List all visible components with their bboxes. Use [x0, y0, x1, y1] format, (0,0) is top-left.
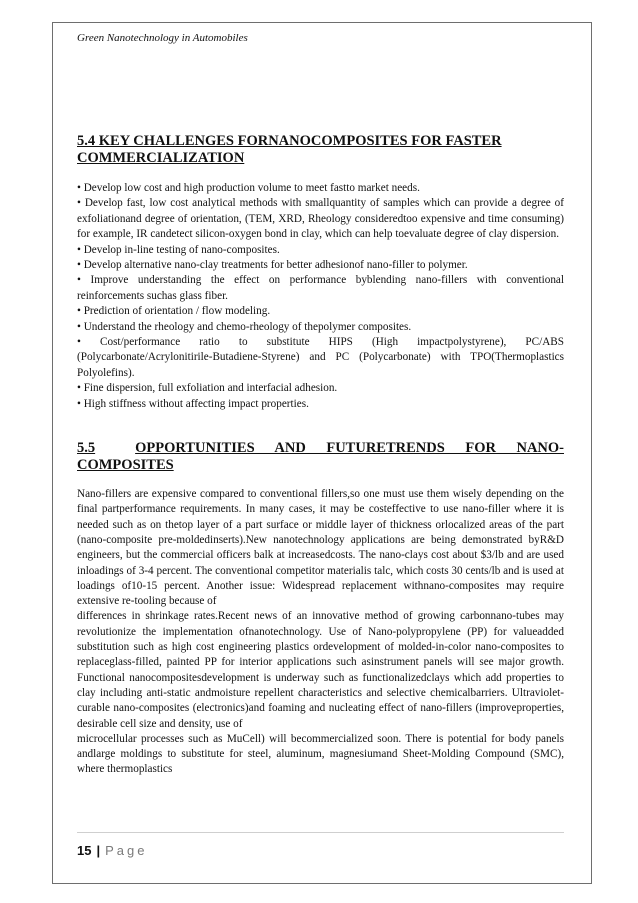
- section-5-5: [77, 440, 564, 778]
- list-item: • Develop low cost and high production volume to meet fastto market needs.: [77, 182, 420, 194]
- page-number: 15: [77, 843, 92, 858]
- running-header: Green Nanotechnology in Automobiles: [77, 32, 248, 44]
- page-label: Page: [105, 843, 148, 858]
- paragraph-part: microcellular processes such as MuCell) will becommercialized soon. There is potential for body panels andlarge moldings to substitute for steel, aluminum, magnesiumand Sheet-Molding Compound (SMC), where thermoplastics: [77, 732, 564, 776]
- list-item: • Cost/performance ratio to substitute HIPS (High impactpolystyrene), PC/ABS (Polycarbonate/Acrylonitirile-Butadiene-Styrene) and PC (Polycarbonate) with TPO(Thermoplastics Polyolefins).: [77, 336, 564, 379]
- document-body: [77, 133, 564, 778]
- section-heading-5-5: [77, 440, 564, 474]
- footer-divider: [77, 832, 564, 833]
- list-item: • Develop fast, low cost analytical methods with smallquantity of samples which can provide a degree of exfoliationand degree of orientation, (TEM, XRD, Rheology consideredtoo expensive and time consuming) for example, IR candetect silicon-oxygen bond in clay, which can help toevaluate degree of clay dispersion.: [77, 197, 564, 241]
- list-item: • High stiffness without affecting impact properties.: [77, 397, 309, 410]
- page-footer: [77, 843, 147, 858]
- list-item: • Fine dispersion, full exfoliation and interfacial adhesion.: [77, 382, 338, 395]
- section-title: OPPORTUNITIES AND FUTURETRENDS FOR NANO-COMPOSITES: [77, 440, 564, 474]
- section-number: 5.5: [77, 440, 96, 457]
- list-item: • Understand the rheology and chemo-rheology of thepolymer composites.: [77, 320, 412, 333]
- challenges-list: [77, 181, 564, 412]
- paragraph-part: differences in shrinkage rates.Recent news of an innovative method of growing carbonnano-tubes may revolutionize the implementation ofnanotechnology. Use of Nano-polypropylene (PP) for valueadded substitution such as high cost engineering plastics ordevelopment of molded-in-color nano-composites to replaceglass-filled, painted PP for interior applications such asinstrument panels will see major growth. Functional nanocompositesdevelopment is underway such as functionalizedclays which add properties to clay including anti-static andmoisture repellent characteristics and selective chemicalbarriers. Ultraviolet-curable nano-composites (electronics)and foaming and nucleating effect of nano-fillers (improveproperties, desirable cell size and density, use of: [77, 610, 564, 730]
- footer-separator: |: [96, 843, 101, 858]
- list-item: • Prediction of orientation / flow modeling.: [77, 305, 271, 318]
- section-heading-5-4: 5.4 KEY CHALLENGES FORNANOCOMPOSITES FOR FASTER COMMERCIALIZATION: [77, 133, 502, 166]
- paragraph-part: Nano-fillers are expensive compared to conventional fillers,so one must use them wisely depending on the final partperformance requirements. In many cases, it may be costeffective to use nano-filler where it is needed such as on thetop layer of a part surface or middle layer of thickness orlocalized areas of the part (nano-composite pre-moldedinserts).New nanotechnology applications are being demonstrated byR&D engineers, but the commercial officers balk at increasedcosts. The nano-clays cost about $3/lb and are used inloadings of 3-4 percent. The conventional competitor materialis talc, which costs 30 cents/lb and is used at loadings of10-15 percent. Another issue: Widespread replacement withnano-composites may require extensive re-tooling because of: [77, 488, 564, 608]
- list-item: • Develop in-line testing of nano-composites.: [77, 243, 280, 256]
- list-item: • Develop alternative nano-clay treatments for better adhesionof nano-filler to polymer.: [77, 259, 468, 272]
- list-item: • Improve understanding the effect on performance byblending nano-fillers with conventional reinforcements suchas glass fiber.: [77, 274, 564, 302]
- body-paragraph: [77, 487, 564, 778]
